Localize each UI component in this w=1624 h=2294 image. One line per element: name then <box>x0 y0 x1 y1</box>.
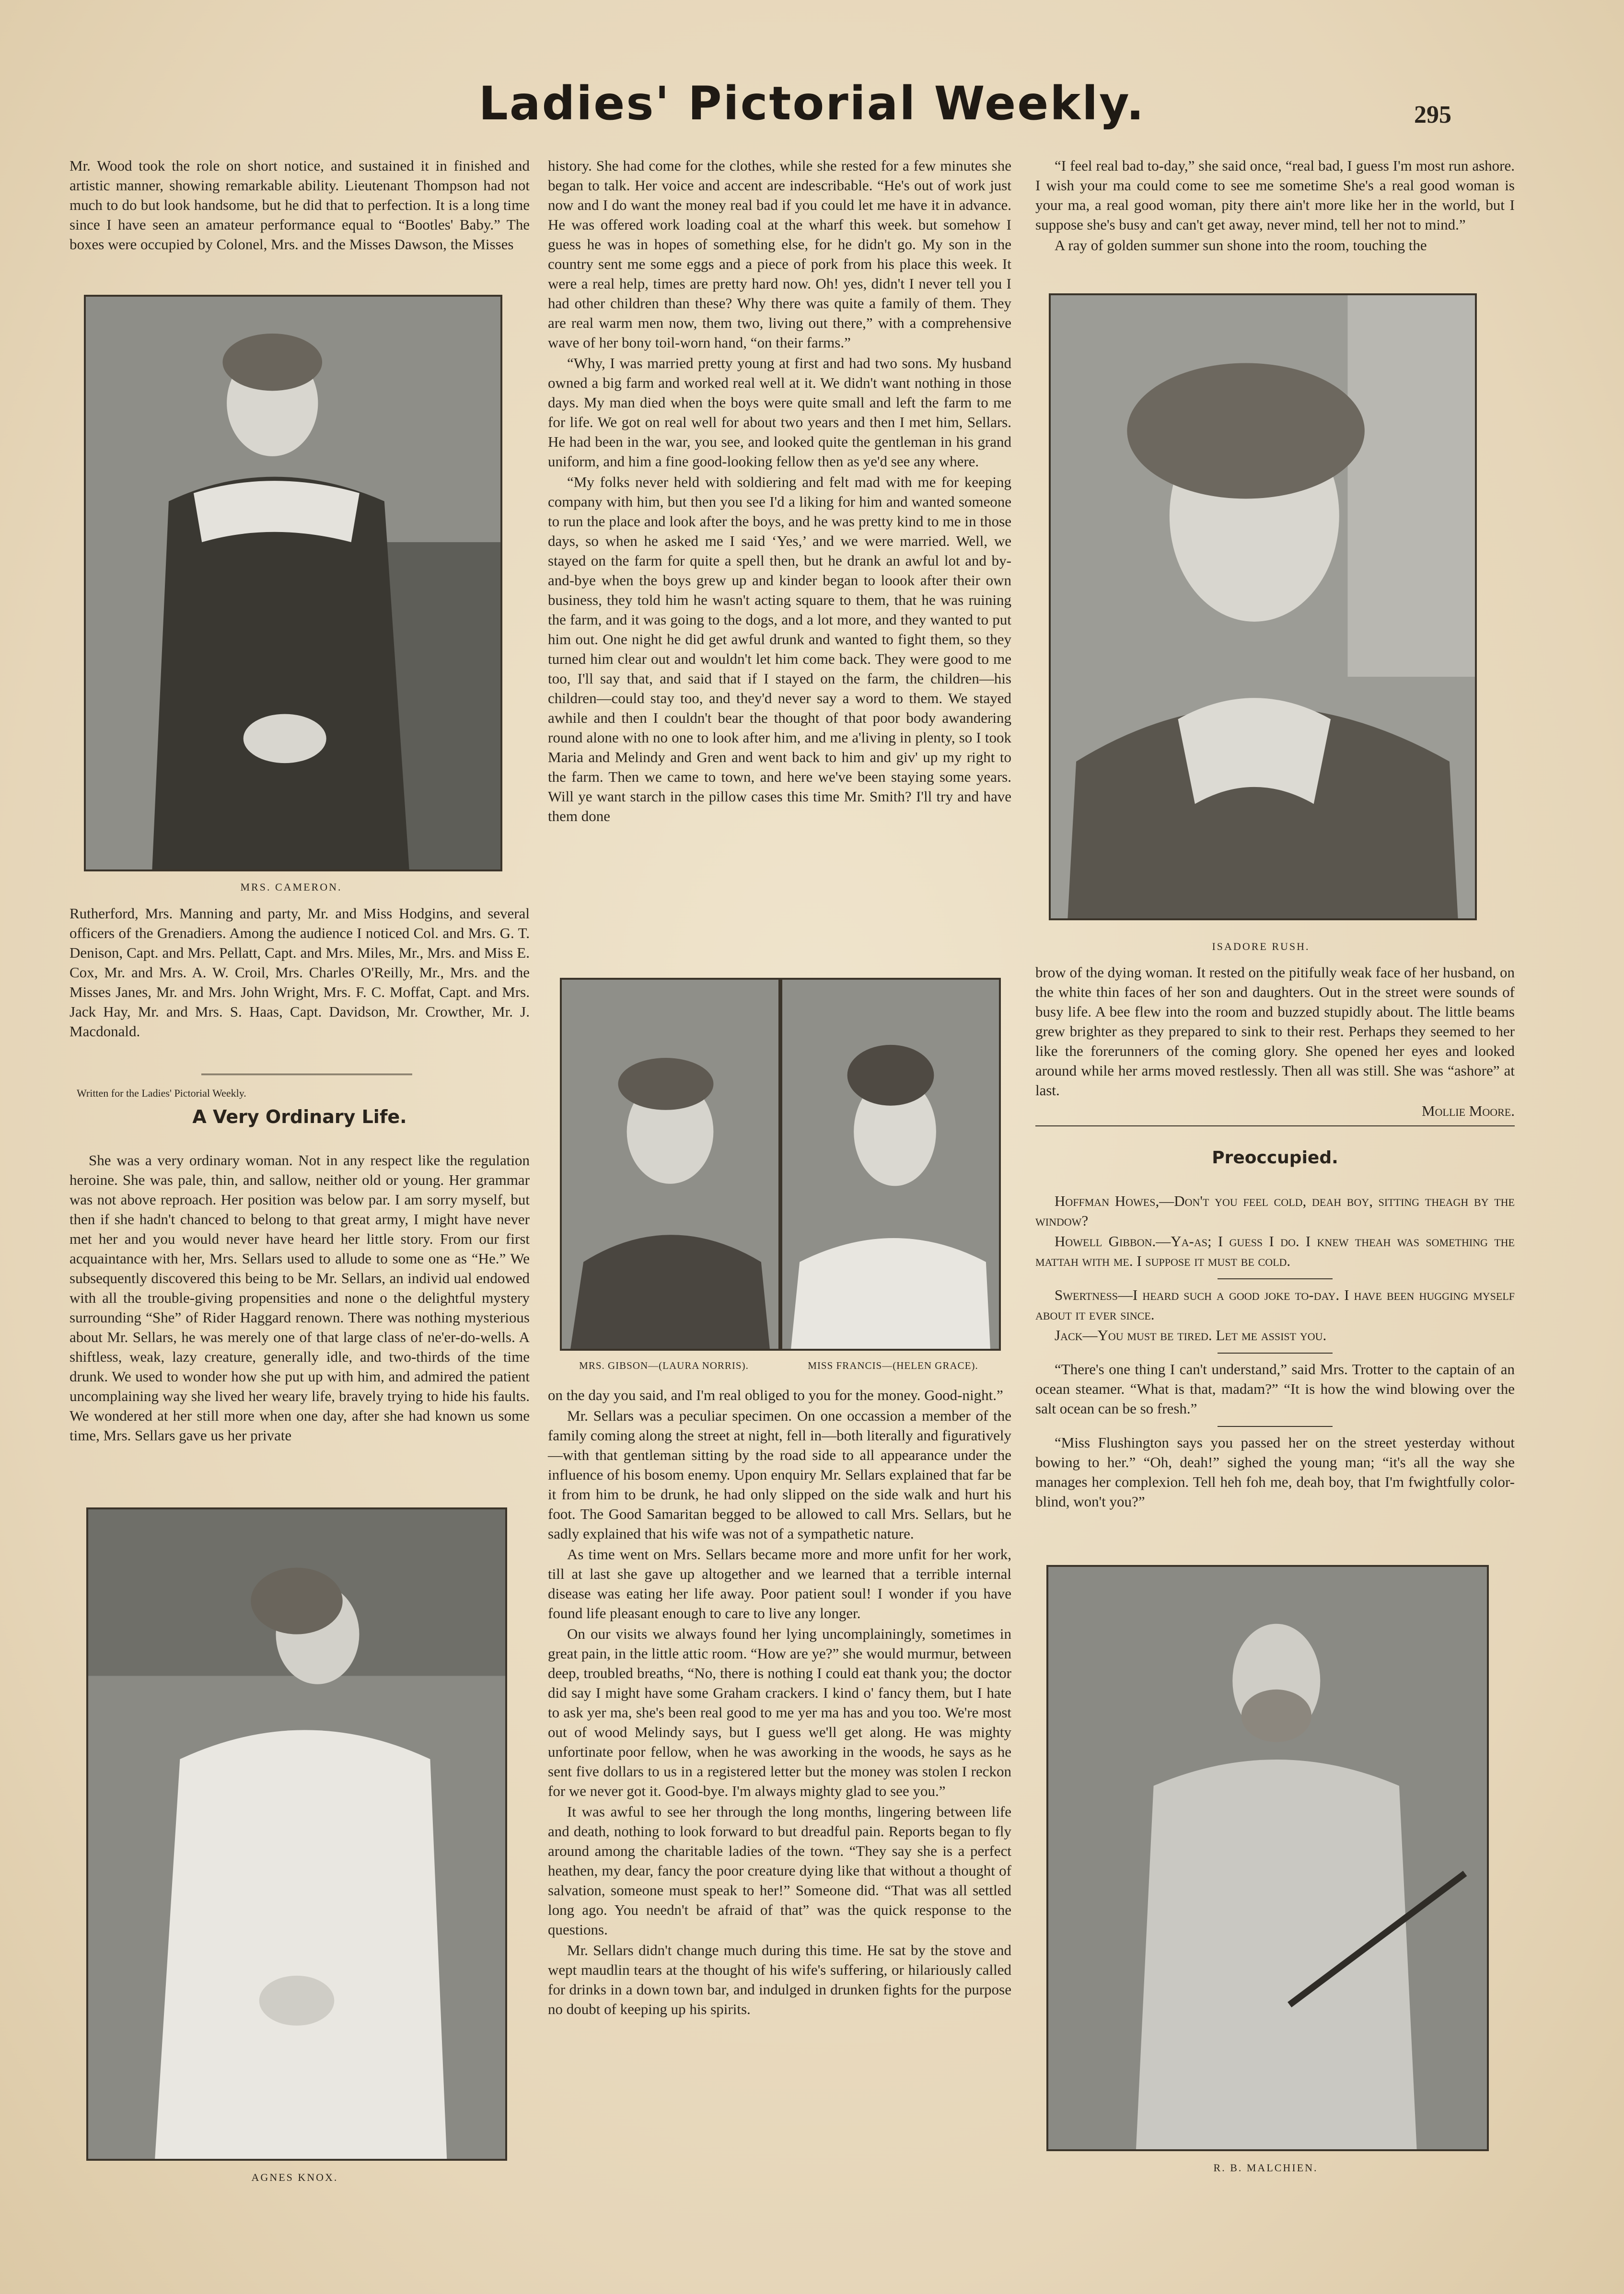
paragraph: She was a very ordinary woman. Not in any respect like the regulation heroine. She was pale, thin, and sallow, neither old or young. Her grammar was not above reproach. Her position was below par. I am sorry myself, but then if she hadn't chanced to belong to that great army, I might have never met her and you would never have heard her little story. From our first acquaintance with her, Mrs. Sellars used to allude to some one as “He.” We subsequently discovered this being to be Mr. Sellars, an individ ual endowed with all the trouble-giving propensities and none o the delightful mystery surrounding “She” of Rider Haggard renown. There was nothing mysterious about Mr. Sellars, he was merely one of that large class of ne'er-do-wells. A shiftless, weak, lazy creature, generally idle, and two-thirds of the time drunk. We used to wonder how she put up with him, and admired the patient uncomplaining way she lived her weary life, bravely trying to hide his faults. We wondered at her still more when one day, after she had known us some time, Mrs. Sellars gave us her private <box>70 1152 530 1444</box>
joke-line: Hoffman Howes,—Don't you feel cold, deah boy, sitting theagh by the window? <box>1035 1193 1515 1229</box>
author-signature: Mollie Moore. <box>1421 1102 1515 1119</box>
portrait-man-icon <box>1048 1567 1487 2149</box>
paragraph: Mr. Wood took the role on short notice, and sustained it in finished and artistic manner, showing remarkable ability. Lieutenant Thompson had not much to do but look handsome, but he did that to perfection. It is a long time since I have seen an amateur performance equal to “Bootles' Baby.” The boxes were occupied by Colonel, Mrs. and the Misses Dawson, the Misses <box>70 157 530 253</box>
joke-line: “Miss Flushington says you passed her on the street yesterday without bowing to her.” “Oh, deah!” sighed the young man; “it's all the way she manages her complexion. Tell heh foh me, deah boy, that I'm fwightfully color-blind, won't you?” <box>1035 1434 1515 1510</box>
photo-agnes-knox <box>86 1507 507 2161</box>
portrait-woman-icon <box>1051 295 1475 918</box>
column-2-bottom <box>548 1385 1011 2020</box>
divider <box>1218 1278 1333 1279</box>
paragraph: It was awful to see her through the long months, lingering between life and death, nothing to look forward to but dreadful pain. Reports began to fly around among the charitable ladies of the town. “They say she is a perfect heathen, my dear, fancy the poor creature dying like that without a thought of salvation, someone must speak to her!” Someone did. “That was all settled long ago. You needn't be afraid of that” was the quick response to the questions. <box>548 1803 1011 1938</box>
section-title-preoccupied: Preoccupied. <box>1212 1148 1338 1168</box>
divider <box>1218 1426 1333 1427</box>
paragraph: brow of the dying woman. It rested on the pitifully weak face of her husband, on the white thin faces of her son and daughters. Out in the street were sounds of busy life. A bee flew into the room and buzzed stupidly about. The little beams grew brighter as they prepared to sink to their rest. Perhaps they seemed to her like the forerunners of the coming glory. She opened her eyes and looked around while her arms moved restlessly. Then all was still. She was “ashore” at last. <box>1035 964 1515 1099</box>
portrait-woman-icon <box>782 980 999 1349</box>
column-1-top <box>70 156 530 255</box>
divider <box>1218 1353 1333 1354</box>
portrait-woman-icon <box>562 980 778 1349</box>
caption-mrs-cameron: MRS. CAMERON. <box>240 881 342 893</box>
photo-r-b-malchien <box>1046 1565 1489 2151</box>
paragraph: On our visits we always found her lying uncomplainingly, sometimes in great pain, in the little attic room. “How are ye?” she would murmur, between deep, troubled breaths, “No, there is nothing I could eat thank you; the doctor did say I might have some Graham crackers. I kind o' fancy them, but I hate to ask yer ma, she's been real good to me yer ma has and you too. We're most out of wood Melindy says, but I guess we'll get along. He was mighty unfortinate poor fellow, when he was aworking in the woods, he says as he sent five dollars to us in a registered letter but the money was stolen I reckon for we never got it. Good-bye. I'm always mighty glad to see you.” <box>548 1625 1011 1799</box>
column-3-jokes <box>1035 1191 1515 1512</box>
paragraph: “I feel real bad to-day,” she said once, “real bad, I guess I'm most run ashore. I wish your ma could come to see me sometime She's a real good woman is your ma, a real good woman, pity there ain't more like her in the world, but I suppose she's busy and can't get away, never mind, tell her not to mind.” <box>1035 157 1515 233</box>
page-number: 295 <box>1414 101 1451 128</box>
paragraph: history. She had come for the clothes, while she rested for a few minutes she began to talk. Her voice and accent are indescribable. “He's out of work just now and I do want the money real bad if you could let me have it in advance. He was offered work loading coal at the wharf this week. but somehow I guess he was in hopes of something else, for he didn't go. My son in the country sent me some eggs and a piece of pork from his place this week. It were a real help, times are pretty hard now. Oh! yes, didn't I never tell you I had other children than these? Why there was quite a family of them. They are real warm men now, them two, living out there,” with a comprehensive wave of her bony toil-worn hand, “on their farms.” <box>548 157 1011 351</box>
divider <box>201 1074 412 1075</box>
written-for-credit: Written for the Ladies' Pictorial Weekly. <box>77 1087 246 1099</box>
paragraph: “Why, I was married pretty young at first and had two sons. My husband owned a big farm and worked real well at it. We didn't want nothing in those days. My man died when the boys were quite small and left the farm to me for life. We got on real well for about two years and then I met him, Sellars. He had been in the war, you see, and looked quite the gentleman in his grand uniform, and him a fine good-looking fellow then as ye'd see any where. <box>548 355 1011 470</box>
photo-mrs-gibson <box>560 978 780 1351</box>
photo-isadore-rush <box>1049 293 1477 920</box>
column-3-middle <box>1035 962 1515 1121</box>
joke-line: Howell Gibbon.—Ya-as; I guess I do. I knew theah was something the mattah with me. I suppose it must be cold. <box>1035 1233 1515 1269</box>
photo-miss-francis <box>780 978 1001 1351</box>
column-1-story <box>70 1150 530 1446</box>
portrait-woman-icon <box>86 297 500 869</box>
caption-agnes-knox: AGNES KNOX. <box>251 2171 338 2183</box>
paragraph: A ray of golden summer sun shone into the room, touching the <box>1055 237 1427 254</box>
column-3-top <box>1035 156 1515 256</box>
photo-mrs-cameron <box>84 295 502 871</box>
paragraph: on the day you said, and I'm real obliged to you for the money. Good-night.” <box>548 1387 1003 1403</box>
paragraph: Mr. Sellars was a peculiar specimen. On one occassion a member of the family coming along the street at night, fell in—both literally and figuratively—with that gentleman sitting by the road side to all appearance under the influence of his bosom enemy. Upon enquiry Mr. Sellars explained that far be it from him to be drunk, he had only slipped on the side walk and hurt his foot. The Good Samaritan begged to be allowed to call Mrs. Sellars, but he sadly explained that his wife was not of a sympathetic nature. <box>548 1407 1011 1542</box>
story-title: A Very Ordinary Life. <box>192 1106 407 1127</box>
paragraph: As time went on Mrs. Sellars became more and more unfit for her work, till at last she gave up altogether and we learned that a terrible internal disease was eating her life away. Poor patient soul! I wonder if you have found life pleasant enough to care to live any longer. <box>548 1546 1011 1622</box>
caption-miss-francis: MISS FRANCIS—(HELEN GRACE). <box>808 1360 978 1371</box>
paragraph: “My folks never held with soldiering and felt mad with me for keeping company with him, but then you see I'd a liking for him and wanted someone to run the place and look after the boys, and he was pretty kind to me in those days, so when he asked me I said ‘Yes,’ and we were married. Well, we stayed on the farm for quite a spell then, but he drank an awful lot and by-and-bye when the boys grew up and kinder began to loook after their own business, they told him he wasn't acting square to them, that he was ruining the farm, and it was going to the dogs, and a lot more, and they wanted to put him out. One night he did get awful drunk and wanted to fight them, so they turned him clear out and wouldn't let him come back. They were good to me too, I'll say that, and said that if I stayed on the farm, the children—his children—could stay too, and they'd never say a word to them. We stayed awhile and then I couldn't bear the thought of that poor body awandering round alone with no one to look after him, and me a'living in plenty, so I took Maria and Melindy and Gren and went back to him and giv' up my right to the farm. Then we came to town, and here we've been staying some years. Will ye want starch in the pillow cases this time Mr. Smith? I'll try and have them done <box>548 474 1011 824</box>
joke-line: Swertness—I heard such a good joke to-day. I have been hugging myself about it ever since. <box>1035 1286 1515 1323</box>
column-2-top <box>548 156 1011 827</box>
caption-r-b-malchien: R. B. MALCHIEN. <box>1213 2162 1318 2174</box>
column-1-middle <box>70 904 530 1042</box>
portrait-woman-icon <box>88 1509 505 2159</box>
masthead: Ladies' Pictorial Weekly. <box>478 77 1146 130</box>
joke-line: “There's one thing I can't understand,” said Mrs. Trotter to the captain of an ocean steamer. “What is that, madam?” “It is how the wind blowing over the salt ocean can be so fresh.” <box>1035 1361 1515 1417</box>
joke-line: Jack—You must be tired. Let me assist you. <box>1055 1327 1327 1344</box>
paragraph: Mr. Sellars didn't change much during this time. He sat by the stove and wept maudlin tears at the thought of his wife's suffering, or hilariously called for drinks in a down town bar, and indulged in drunken fights for the purpose no doubt of keeping up his spirits. <box>548 1942 1011 2017</box>
caption-isadore-rush: ISADORE RUSH. <box>1212 940 1310 952</box>
paragraph: Rutherford, Mrs. Manning and party, Mr. and Miss Hodgins, and several officers of the Grenadiers. Among the audience I noticed Col. and Mrs. G. T. Denison, Capt. and Mrs. Pellatt, Capt. and Mrs. Miles, Mr., Mrs. and Miss E. Cox, Mr. and Mrs. A. W. Croil, Mrs. Charles O'Reilly, Mr., Mrs. and the Misses Janes, Mr. and Mrs. John Wright, Mrs. F. C. Moffat, Capt. and Mrs. Jack Hay, Mr. and Mrs. S. Haas, Capt. Davidson, Mr. Crowther, Mr. J. Macdonald. <box>70 905 530 1040</box>
caption-mrs-gibson: MRS. GIBSON—(LAURA NORRIS). <box>579 1360 749 1371</box>
divider <box>1035 1125 1515 1126</box>
